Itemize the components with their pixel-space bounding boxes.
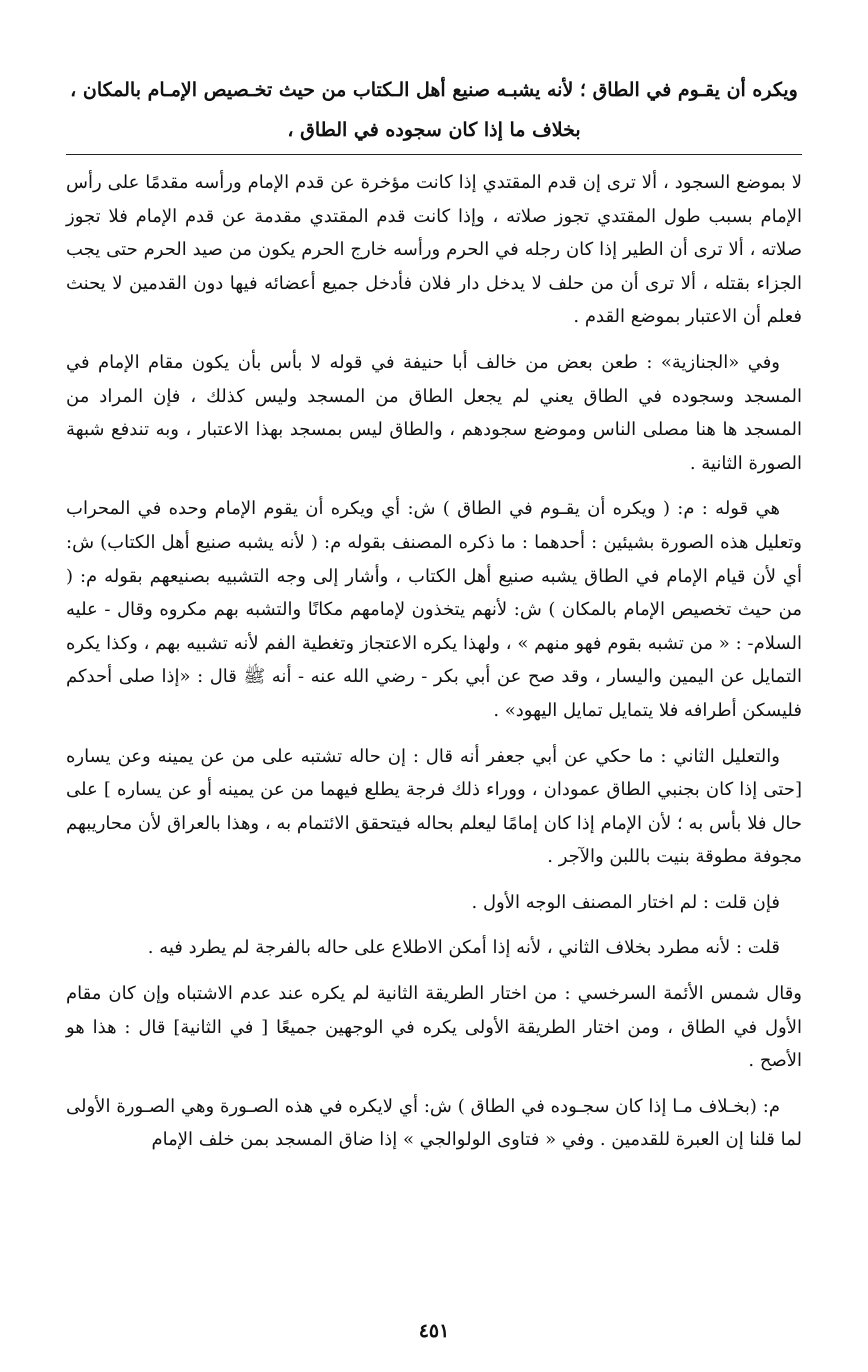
- separator-rule: [66, 154, 802, 155]
- matn-line-1: ويكره أن يقـوم في الطاق ؛ لأنه يشبـه صنيع أهل الـكتاب من حيث تخـصيص الإمـام بالمكان ،: [70, 79, 798, 101]
- paragraph-8: م: (بخـلاف مـا إذا كان سجـوده في الطاق ) ش: أي لايكره في هذه الصـورة وهي الصـورة الأولى لما قلنا إن العبرة للقدمين . وفي « فتاوى الولوالجي » إذا ضاق المسجد بمن خلف الإمام: [66, 1095, 802, 1151]
- paragraph-4: والتعليل الثاني : ما حكي عن أبي جعفر أنه قال : إن حاله تشتبه على من عن يمينه وعن يساره [حتى إذا كان بجنبي الطاق عمودان ، ووراء ذلك فرجة يطلع فيهما من عن يمينه أو عن يساره ] على حال فلا بأس به ؛ لأن الإمام إذا كان إمامًا ليعلم بحاله فيتحقق الائتمام به ، وهذا بالعراق لأن محاريبهم مجوفة مطوقة بنيت باللبن والآجر .: [66, 745, 802, 868]
- page-number: ٤٥١: [418, 1320, 450, 1342]
- paragraph-7: وقال شمس الأئمة السرخسي : من اختار الطريقة الثانية لم يكره عند عدم الاشتباه وإن كان مقام الأول في الطاق ، ومن اختار الطريقة الأولى يكره في الوجهين جميعًا [ في الثانية] قال : هذا هو الأصح .: [66, 983, 802, 1072]
- paragraph-3: هي قوله : م: ( ويكره أن يقـوم في الطاق ) ش: أي ويكره أن يقوم الإمام وحده في المحراب وتعليل هذه الصورة بشيئين : أحدهما : ما ذكره المصنف بقوله م: ( لأنه يشبه صنيع أهل الكتاب) ش: أي لأن قيام الإمام في الطاق يشبه صنيع أهل الكتاب ، وأشار إلى وجه التشبيه بصنيعهم بقوله م: ( من حيث تخصيص الإمام بالمكان ) ش: لأنهم يتخذون لإمامهم مكانًا والتشبه بهم مكروه وقال - عليه السلام- : « من تشبه بقوم فهو منهم » ، ولهذا يكره الاعتجاز وتغطية الفم لأنه تشبيه بهم ، وكذا يكره التمايل عن اليمين واليسار ، وقد صح عن أبي بكر - رضي الله عنه - أنه ﷺ قال : «إذا صلى أحدكم فليسكن أطرافه فلا يتمايل تمايل اليهود» .: [66, 498, 803, 721]
- paragraph-2: وفي «الجنازية» : طعن بعض من خالف أبا حنيفة في قوله لا بأس بأن يكون مقام الإمام في المسجد وسجوده في الطاق يعني لم يجعل الطاق من المسجد وليس كذلك ، فإن المراد من المسجد ها هنا مصلى الناس وموضع سجودهم ، والطاق ليس بمسجد بهذا الاعتبار ، وبه تندفع شبهة الصورة الثانية .: [66, 351, 802, 474]
- paragraph-5: فإن قلت : لم اختار المصنف الوجه الأول .: [471, 891, 780, 913]
- matn-line-2: بخلاف ما إذا كان سجوده في الطاق ،: [287, 119, 581, 141]
- commentary-text: [66, 166, 802, 1169]
- paragraph-6: قلت : لأنه مطرد بخلاف الثاني ، لأنه إذا أمكن الاطلاع على حاله بالفرجة لم يطرد فيه .: [147, 937, 780, 959]
- matn-text: [66, 70, 802, 150]
- paragraph-1: لا بموضع السجود ، ألا ترى إن قدم المقتدي إذا كانت مؤخرة عن قدم الإمام ورأسه مقدمًا على رأس الإمام بسبب طول المقتدي تجوز صلاته ، وإذا كانت قدم المقتدي مقدمة عن قدم الإمام فلا تجوز صلاته ، ألا ترى أن الطير إذا كان رجله في الحرم ورأسه خارج الحرم يكون من صيد الحرم حتى يجب الجزاء بقتله ، ألا ترى أن من حلف لا يدخل دار فلان فأدخل جميع أعضائه فيها دون القدمين لا يحنث فعلم أن الاعتبار بموضع القدم .: [66, 172, 802, 328]
